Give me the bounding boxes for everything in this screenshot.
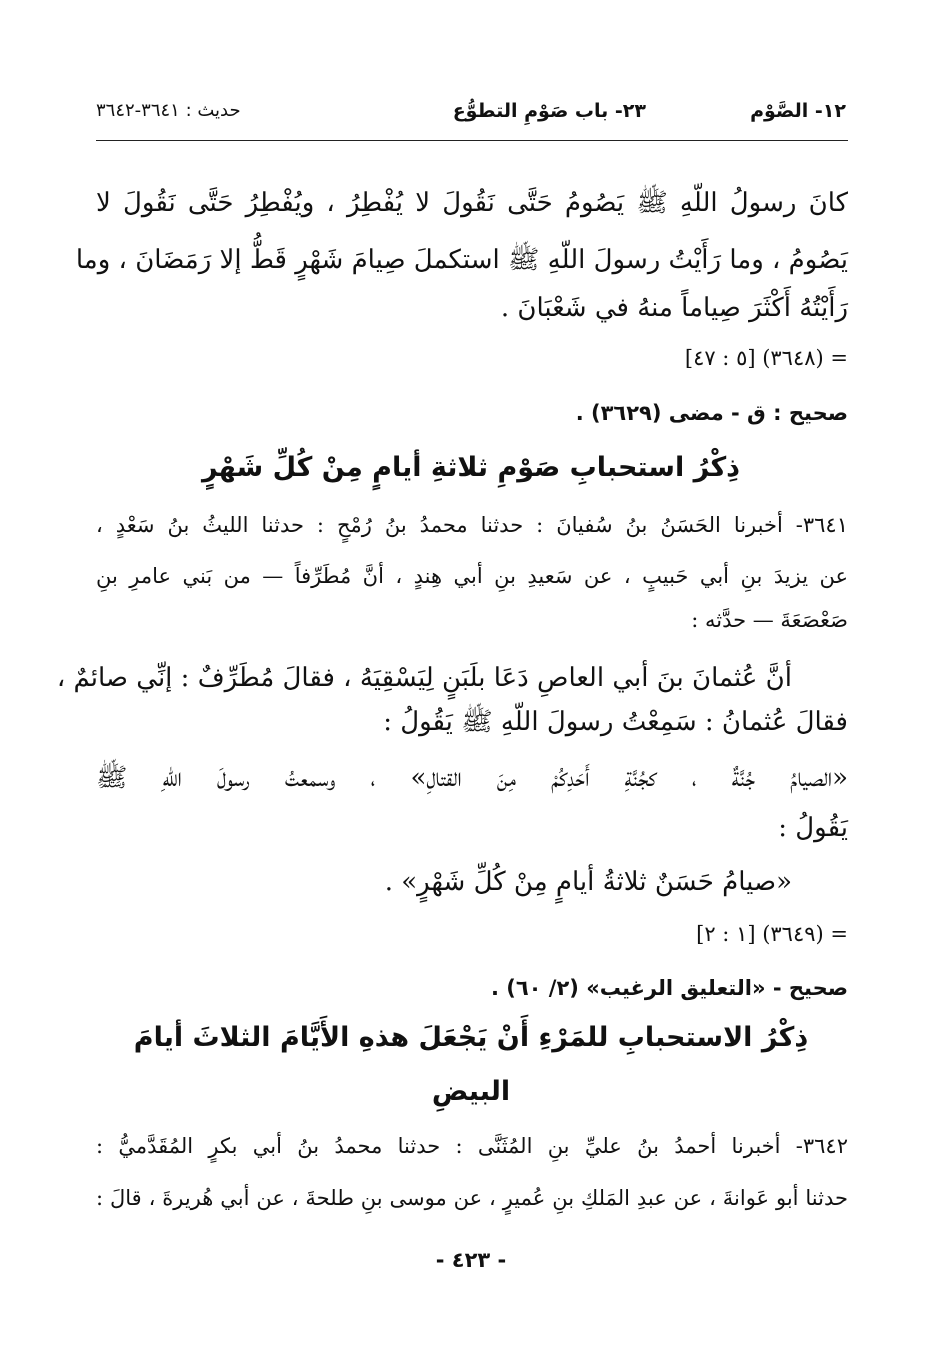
hadith-grade: صحيح - «التعليق الرغيب» (٢/ ٦٠) . — [490, 976, 848, 1000]
text-line: «صيامُ حَسَنٌ ثلاثةُ أيامٍ مِنْ كُلِّ شَهْرٍ» . — [384, 867, 792, 897]
header-book-title: ١٢- الصَّوْم — [750, 100, 846, 122]
hadith-grade: صحيح : ق - مضى (٣٦٢٩) . — [575, 401, 848, 425]
text-line: يَصُومُ ، وما رَأَيْتُ رسولَ اللّهِ ﷺ استكملَ صِيامَ شَهْرٍ قَطُّ إلا رَمَضَانَ ، وما — [75, 245, 848, 275]
isnad-line: حدثنا أبو عَوانةَ ، عن عبدِ المَلكِ بنِ عُميرٍ ، عن موسى بنِ طلحةَ ، عن أبي هُريرةَ ، قالَ : — [96, 1186, 848, 1210]
text-line: يَقُولُ : — [778, 813, 848, 843]
isnad-line: ٣٦٤١- أخبرنا الحَسَنُ بنُ سُفيانَ : حدثنا محمدُ بنُ رُمْحٍ : حدثنا الليثُ بنُ سَعْدٍ ، — [96, 513, 848, 537]
cross-reference: = (٣٦٤٨) [٥ : ٤٧] — [684, 346, 848, 370]
text-line: «الصيامُ جُنَّةٌ ، كجُنَّةِ أَحَدِكُمْ مِنَ القتالِ» ، وسمعتُ رسولَ اللّهِ ﷺ — [96, 763, 848, 793]
text-line: أنَّ عُثمانَ بنَ أبي العاصِ دَعَا بلَبَنٍ لِيَسْقِيَهُ ، فقالَ مُطَرِّفٌ : إنِّي صائمٌ ، — [56, 663, 792, 693]
text-line: كانَ رسولُ اللّهِ ﷺ يَصُومُ حَتَّى نَقُولَ لا يُفْطِرُ ، ويُفْطِرُ حَتَّى نَقُولَ لا — [96, 188, 848, 218]
running-header — [96, 92, 846, 136]
section-title: البيضِ — [431, 1076, 511, 1107]
isnad-line: صَعْصَعَةَ — حدَّثه : — [691, 608, 848, 632]
isnad-line: ٣٦٤٢- أخبرنا أحمدُ بنُ عليِّ بنِ المُثَنَّى : حدثنا محمدُ بنُ أبي بكرٍ المُقَدَّميُّ : — [96, 1134, 848, 1158]
header-divider — [96, 140, 848, 141]
page-number: - ٤٢٣ - — [435, 1248, 507, 1272]
text-line: رَأَيْتُهُ أَكْثَرَ صِياماً منهُ في شَعْبَانَ . — [500, 293, 848, 323]
cross-reference: = (٣٦٤٩) [١ : ٢] — [696, 922, 848, 946]
section-title: ذِكْرُ استحبابِ صَوْمِ ثلاثةِ أيامٍ مِنْ كُلِّ شَهْرٍ — [202, 452, 740, 483]
header-chapter-title: ٢٣- باب صَوْمِ التطوُّع — [452, 100, 646, 122]
header-hadith-range: حديث : ٣٦٤١-٣٦٤٢ — [96, 100, 241, 121]
text-line: فقالَ عُثمانُ : سَمِعْتُ رسولَ اللّهِ ﷺ يَقُولُ : — [383, 707, 848, 737]
section-title: ذِكْرُ الاستحبابِ للمَرْءِ أَنْ يَجْعَلَ هذهِ الأَيَّامَ الثلاثَ أيامَ — [133, 1022, 809, 1053]
isnad-line: عن يزيدَ بنِ أبي حَبيبٍ ، عن سَعيدِ بنِ أبي هِندٍ ، أنَّ مُطَرِّفاً — من بَني عامرِ بنِ — [96, 564, 848, 588]
